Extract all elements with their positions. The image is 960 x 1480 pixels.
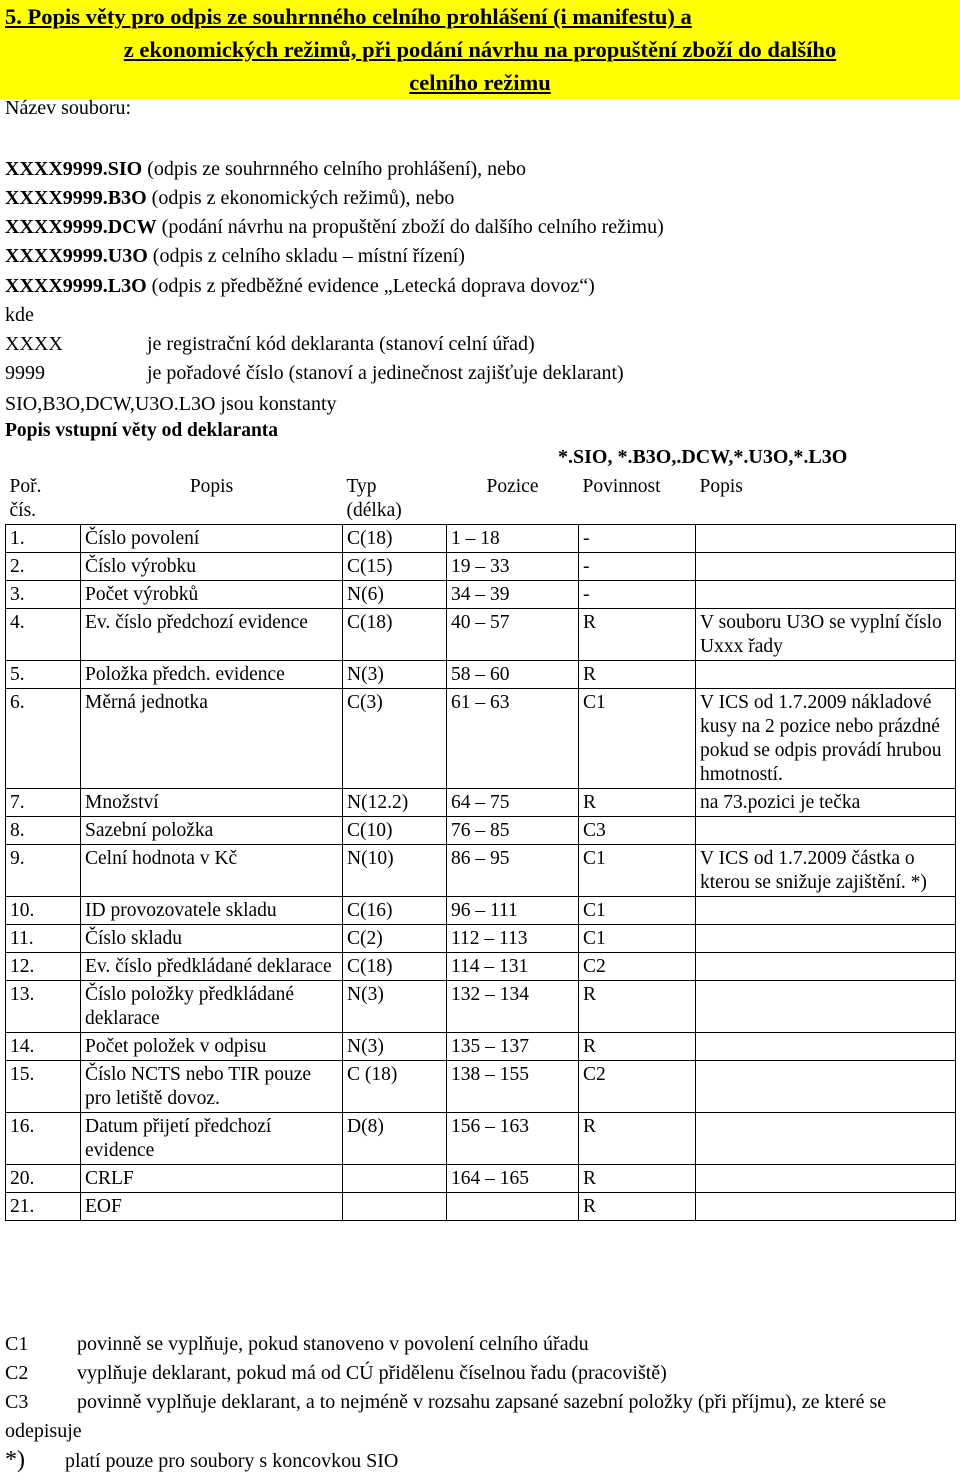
heading-line-2: z ekonomických režimů, při podání návrhu na propuštění zboží do dalšího xyxy=(123,37,837,62)
table-row xyxy=(6,1061,956,1113)
table-cell: N(3) xyxy=(343,661,447,689)
file-description: (odpis z předběžné evidence „Letecká doprava dovoz“) xyxy=(146,275,595,297)
table-cell: Sazební položka xyxy=(81,817,343,845)
table-cell: 3. xyxy=(6,581,81,609)
footnote xyxy=(5,1447,398,1474)
heading-line-1: 5. Popis věty pro odpis ze souhrnného celního prohlášení (i manifestu) a xyxy=(5,4,692,29)
table-cell: R xyxy=(579,661,696,689)
file-line xyxy=(5,243,465,269)
file-code: XXXX9999.L3O xyxy=(5,275,147,297)
file-description: (odpis ze souhrnného celního prohlášení), nebo xyxy=(142,158,527,180)
table-cell: C(18) xyxy=(343,609,447,661)
table-cell: N(3) xyxy=(343,981,447,1033)
table-cell xyxy=(696,1193,956,1221)
table-cell: 5. xyxy=(6,661,81,689)
file-line xyxy=(5,156,526,182)
note-term: C1 xyxy=(5,1333,29,1355)
table-cell: 135 – 137 xyxy=(447,1033,579,1061)
table-cell xyxy=(696,817,956,845)
filename-label: Název souboru: xyxy=(5,97,132,119)
table-header-cell: Popis xyxy=(81,473,343,525)
table-cell: 9. xyxy=(6,845,81,897)
table-cell: 15. xyxy=(6,1061,81,1113)
file-code: XXXX9999.U3O xyxy=(5,245,148,267)
file-code: XXXX9999.DCW xyxy=(5,216,157,238)
table-cell: R xyxy=(579,1165,696,1193)
table-cell: N(10) xyxy=(343,845,447,897)
table-header-cell: Pozice xyxy=(447,473,579,525)
table-cell: Číslo povolení xyxy=(81,525,343,553)
table-cell: V ICS od 1.7.2009 částka o kterou se snižuje zajištění. *) xyxy=(696,845,956,897)
table-cell: C(2) xyxy=(343,925,447,953)
table-cell: C2 xyxy=(579,1061,696,1113)
table-row xyxy=(6,1165,956,1193)
table-cell: Množství xyxy=(81,789,343,817)
table-cell xyxy=(696,553,956,581)
table-cell: Počet položek v odpisu xyxy=(81,1033,343,1061)
table-cell: 11. xyxy=(6,925,81,953)
table-cell: Číslo položky předkládané deklarace xyxy=(81,981,343,1033)
file-extensions: *.SIO, *.B3O,.DCW,*.U3O,*.L3O xyxy=(558,446,848,468)
table-cell xyxy=(696,661,956,689)
table-cell xyxy=(696,1113,956,1165)
note-term: C3 xyxy=(5,1391,29,1413)
table-cell: 1 – 18 xyxy=(447,525,579,553)
table-cell: 8. xyxy=(6,817,81,845)
table-cell: Číslo skladu xyxy=(81,925,343,953)
table-cell: C(3) xyxy=(343,689,447,789)
table-cell: 21. xyxy=(6,1193,81,1221)
definition-row xyxy=(5,333,535,356)
table-cell: 6. xyxy=(6,689,81,789)
table-cell: C1 xyxy=(579,925,696,953)
table-cell: N(3) xyxy=(343,1033,447,1061)
table-cell: 2. xyxy=(6,553,81,581)
table-cell xyxy=(696,1061,956,1113)
table-cell: ID provozovatele skladu xyxy=(81,897,343,925)
footnote-text: platí pouze pro soubory s koncovkou SIO xyxy=(65,1450,399,1472)
table-cell: R xyxy=(579,1113,696,1165)
table-cell: Měrná jednotka xyxy=(81,689,343,789)
table-cell: R xyxy=(579,981,696,1033)
table-row xyxy=(6,689,956,789)
file-line xyxy=(5,185,454,211)
table-header-row xyxy=(6,473,956,525)
table-cell: 156 – 163 xyxy=(447,1113,579,1165)
table-cell: 132 – 134 xyxy=(447,981,579,1033)
table-cell xyxy=(696,1165,956,1193)
table-cell: 16. xyxy=(6,1113,81,1165)
table-cell: C1 xyxy=(579,897,696,925)
table-cell: Číslo výrobku xyxy=(81,553,343,581)
table-cell: Celní hodnota v Kč xyxy=(81,845,343,897)
table-cell: na 73.pozici je tečka xyxy=(696,789,956,817)
table-cell: R xyxy=(579,789,696,817)
table-cell: 14. xyxy=(6,1033,81,1061)
table-cell xyxy=(696,581,956,609)
note-text: povinně se vyplňuje, pokud stanoveno v povolení celního úřadu xyxy=(77,1333,589,1355)
table-cell: 61 – 63 xyxy=(447,689,579,789)
note-term: C2 xyxy=(5,1362,29,1384)
table-cell: C(10) xyxy=(343,817,447,845)
table-row xyxy=(6,925,956,953)
table-cell: 138 – 155 xyxy=(447,1061,579,1113)
table-cell: 164 – 165 xyxy=(447,1165,579,1193)
table-row xyxy=(6,953,956,981)
table-cell: D(8) xyxy=(343,1113,447,1165)
heading-line-3: celního režimu xyxy=(409,70,551,95)
definition-text: je registrační kód deklaranta (stanoví celní úřad) xyxy=(147,333,535,355)
table-cell xyxy=(696,1033,956,1061)
table-cell: 7. xyxy=(6,789,81,817)
table-cell: C1 xyxy=(579,689,696,789)
table-cell xyxy=(696,525,956,553)
table-cell xyxy=(343,1193,447,1221)
table-header-cell: Poř. čís. xyxy=(6,473,81,525)
record-layout-table xyxy=(5,473,956,1221)
file-line xyxy=(5,273,595,299)
file-description: (podání návrhu na propuštění zboží do dalšího celního režimu) xyxy=(156,216,664,238)
table-row xyxy=(6,525,956,553)
note-c1 xyxy=(5,1331,589,1357)
table-cell: 86 – 95 xyxy=(447,845,579,897)
table-row xyxy=(6,845,956,897)
table-cell: 112 – 113 xyxy=(447,925,579,953)
table-cell xyxy=(696,897,956,925)
table-cell xyxy=(343,1165,447,1193)
table-row xyxy=(6,1033,956,1061)
table-cell: N(6) xyxy=(343,581,447,609)
table-row xyxy=(6,789,956,817)
table-cell xyxy=(696,953,956,981)
table-cell: N(12.2) xyxy=(343,789,447,817)
table-cell: V ICS od 1.7.2009 nákladové kusy na 2 pozice nebo prázdné pokud se odpis provádí hrubou hmotností. xyxy=(696,689,956,789)
where-label: kde xyxy=(5,304,34,326)
file-line xyxy=(5,214,664,240)
table-cell: 10. xyxy=(6,897,81,925)
file-code: XXXX9999.B3O xyxy=(5,187,147,209)
definition-row xyxy=(5,362,624,385)
table-cell: - xyxy=(579,581,696,609)
table-cell: CRLF xyxy=(81,1165,343,1193)
definition-term: XXXX xyxy=(5,333,63,355)
table-cell: - xyxy=(579,553,696,581)
footnote-mark: *) xyxy=(5,1447,25,1473)
table-cell: C1 xyxy=(579,845,696,897)
table-cell: C(15) xyxy=(343,553,447,581)
section-heading xyxy=(0,0,960,99)
table-row xyxy=(6,581,956,609)
table-cell: 1. xyxy=(6,525,81,553)
table-row xyxy=(6,817,956,845)
table-cell: 96 – 111 xyxy=(447,897,579,925)
table-cell: Ev. číslo předchozí evidence xyxy=(81,609,343,661)
table-cell: 34 – 39 xyxy=(447,581,579,609)
table-cell: Datum přijetí předchozí evidence xyxy=(81,1113,343,1165)
table-cell: R xyxy=(579,1033,696,1061)
table-cell: Položka předch. evidence xyxy=(81,661,343,689)
table-cell xyxy=(447,1193,579,1221)
note-text: povinně vyplňuje deklarant, a to nejméně v rozsahu zapsané sazební položky (při příjmu), ze které se odepisuje xyxy=(5,1391,887,1442)
table-cell: C2 xyxy=(579,953,696,981)
input-record-title: Popis vstupní věty od deklaranta xyxy=(5,420,279,441)
constants-note: SIO,B3O,DCW,U3O.L3O jsou konstanty xyxy=(5,393,337,415)
table-cell: R xyxy=(579,609,696,661)
table-cell: - xyxy=(579,525,696,553)
table-cell: C (18) xyxy=(343,1061,447,1113)
table-row xyxy=(6,1193,956,1221)
table-cell: R xyxy=(579,1193,696,1221)
table-cell: 19 – 33 xyxy=(447,553,579,581)
table-header-cell: Povinnost xyxy=(579,473,696,525)
table-cell: 114 – 131 xyxy=(447,953,579,981)
table-header-cell: Popis xyxy=(696,473,956,525)
table-cell xyxy=(696,925,956,953)
file-description: (odpis z celního skladu – místní řízení) xyxy=(147,245,465,267)
table-cell: C(18) xyxy=(343,953,447,981)
table-cell xyxy=(696,981,956,1033)
table-cell: EOF xyxy=(81,1193,343,1221)
definition-term: 9999 xyxy=(5,362,45,384)
table-row xyxy=(6,1113,956,1165)
table-row xyxy=(6,553,956,581)
table-row xyxy=(6,981,956,1033)
table-row xyxy=(6,609,956,661)
table-cell: V souboru U3O se vyplní číslo Uxxx řady xyxy=(696,609,956,661)
table-cell: 76 – 85 xyxy=(447,817,579,845)
table-cell: 64 – 75 xyxy=(447,789,579,817)
table-cell: C(16) xyxy=(343,897,447,925)
table-cell: 13. xyxy=(6,981,81,1033)
table-cell: Ev. číslo předkládané deklarace xyxy=(81,953,343,981)
file-description: (odpis z ekonomických režimů), nebo xyxy=(146,187,455,209)
file-code: XXXX9999.SIO xyxy=(5,158,143,180)
table-cell: 58 – 60 xyxy=(447,661,579,689)
table-cell: Počet výrobků xyxy=(81,581,343,609)
table-row xyxy=(6,897,956,925)
definition-text: je pořadové číslo (stanoví a jedinečnost zajišťuje deklarant) xyxy=(147,362,624,384)
table-cell: C3 xyxy=(579,817,696,845)
table-cell: 20. xyxy=(6,1165,81,1193)
note-c3 xyxy=(5,1388,905,1446)
table-row xyxy=(6,661,956,689)
note-text: vyplňuje deklarant, pokud má od CÚ přidělenu číselnou řadu (pracoviště) xyxy=(77,1362,667,1384)
table-header-cell: Typ (délka) xyxy=(343,473,447,525)
table-cell: 40 – 57 xyxy=(447,609,579,661)
table-cell: C(18) xyxy=(343,525,447,553)
note-c2 xyxy=(5,1360,667,1386)
table-cell: 12. xyxy=(6,953,81,981)
table-cell: Číslo NCTS nebo TIR pouze pro letiště dovoz. xyxy=(81,1061,343,1113)
table-cell: 4. xyxy=(6,609,81,661)
